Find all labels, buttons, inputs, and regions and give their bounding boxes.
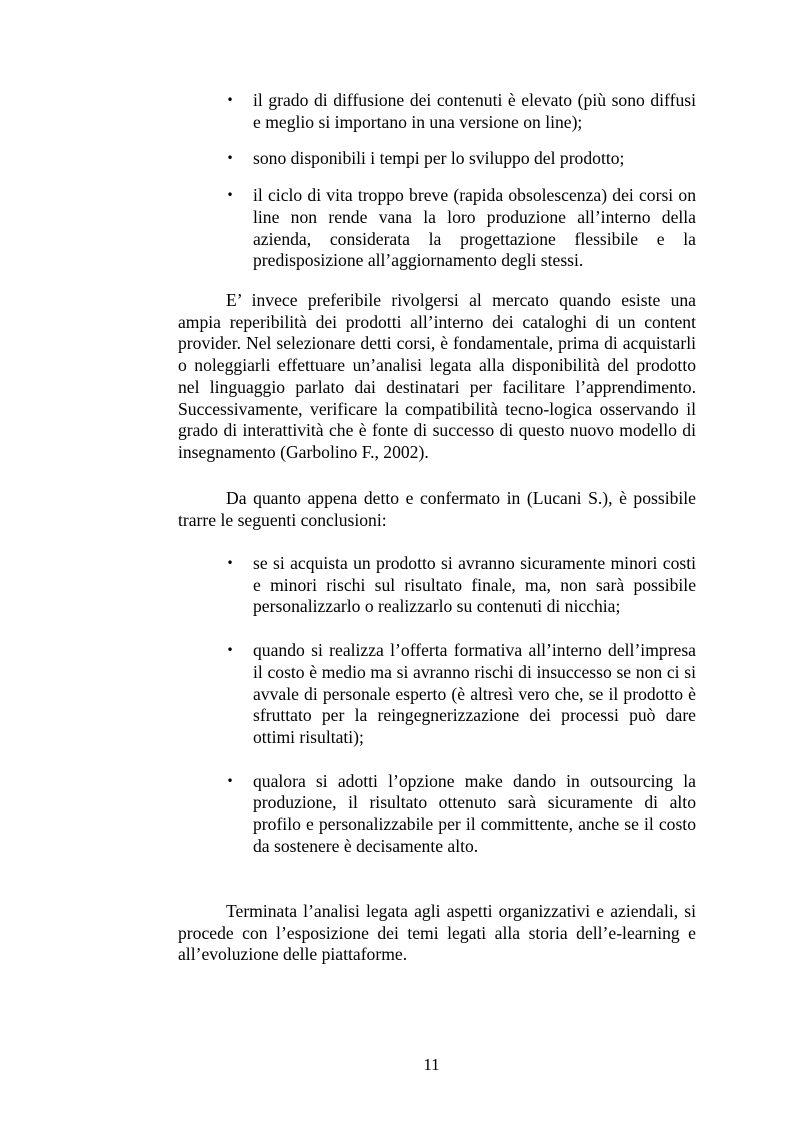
- body-paragraph: Da quanto appena detto e confermato in (Lucani S.), è possibile trarre le seguenti conclusioni:: [178, 488, 696, 530]
- bullet-item: [178, 148, 696, 170]
- bullet-item: [178, 90, 696, 133]
- body-paragraph: Terminata l’analisi legata agli aspetti organizzativi e aziendali, si procede con l’esposizione dei temi legati alla storia dell’e-learning e all’evoluzione delle piattaforme.: [178, 901, 696, 965]
- bullet-text: se si acquista un prodotto si avranno sicuramente minori costi e minori rischi sul risultato finale, ma, non sarà possibile personalizzarlo o realizzarlo su contenuti di nicchia;: [253, 553, 696, 617]
- page-number: 11: [423, 1055, 440, 1074]
- bullet-item: [178, 771, 696, 858]
- bullet-item: [178, 640, 696, 749]
- bullet-text: il grado di diffusione dei contenuti è elevato (più sono diffusi e meglio si importano in una versione on line);: [253, 90, 696, 132]
- bullet-item: [178, 185, 696, 272]
- bullet-text: il ciclo di vita troppo breve (rapida obsolescenza) dei corsi on line non rende vana la loro produzione all’interno della azienda, considerata la progettazione flessibile e la predisposizione all’aggiornamento degli stessi.: [253, 185, 696, 271]
- bullet-list-2: [178, 553, 696, 857]
- bullet-icon: •: [226, 151, 234, 166]
- bullet-list-1: [178, 90, 696, 272]
- bullet-icon: •: [226, 643, 234, 658]
- bullet-text: sono disponibili i tempi per lo sviluppo del prodotto;: [253, 148, 625, 169]
- bullet-icon: •: [226, 773, 234, 788]
- bullet-icon: •: [226, 556, 234, 570]
- bullet-item: [178, 553, 696, 618]
- body-paragraph: E’ invece preferibile rivolgersi al mercato quando esiste una ampia reperibilità dei prodotti all’interno dei cataloghi di un content provider. Nel selezionare detti corsi, è fondamentale, prima di acquistarli o noleggiarli effettuare un’analisi legata alla disponibilità del prodotto nel linguaggio parlato dai destinatari per facilitare l’apprendimento. Successivamente, verificare la compatibilità tecno-logica osservando il grado di interattività che è fonte di successo di questo nuovo modello di insegnamento (Garbolino F., 2002).: [178, 290, 696, 462]
- bullet-icon: •: [226, 188, 234, 203]
- bullet-text: qualora si adotti l’opzione make dando in outsourcing la produzione, il risultato ottenuto sarà sicuramente di alto profilo e personalizzabile per il committente, anche se il costo da sostenere è decisamente alto.: [253, 770, 696, 856]
- bullet-text: quando si realizza l’offerta formativa all’interno dell’impresa il costo è medio ma si avranno rischi di insuccesso se non ci si avvale di personale esperto (è altresì vero che, se il prodotto è sfruttato per la reingegnerizzazione dei processi può dare ottimi risultati);: [253, 640, 696, 747]
- bullet-icon: •: [226, 93, 234, 107]
